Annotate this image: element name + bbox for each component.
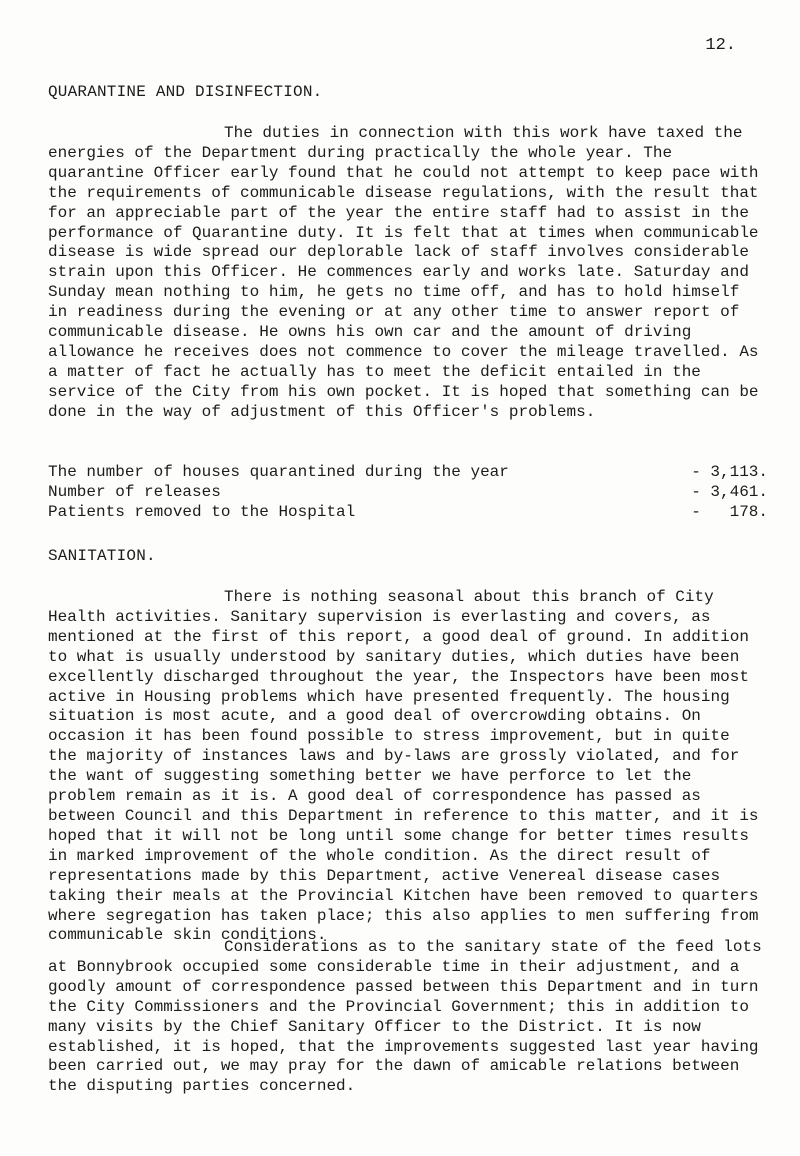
stat-value: - 3,113. bbox=[691, 463, 768, 481]
stat-row bbox=[48, 482, 768, 502]
page-number: 12. bbox=[705, 36, 736, 55]
stat-label: Number of releases bbox=[48, 483, 221, 501]
sanitation-paragraph-1 bbox=[48, 588, 768, 946]
section-heading-sanitation: SANITATION. bbox=[48, 547, 156, 565]
stat-label: The number of houses quarantined during the year bbox=[48, 463, 509, 481]
sanitation-paragraph-2 bbox=[48, 938, 772, 1097]
stat-label: Patients removed to the Hospital bbox=[48, 503, 356, 521]
stat-value: - 178. bbox=[691, 503, 768, 521]
stat-value: - 3,461. bbox=[691, 483, 768, 501]
stat-row bbox=[48, 462, 768, 482]
quarantine-paragraph bbox=[48, 124, 768, 423]
sanitation-paragraph-1-text: There is nothing seasonal about this branch of City Health activities. Sanitary supervision is everlasting and covers, as mentioned at the first of this report, a good deal of ground. In addition to what is usually understood by sanitary duties, which duties have been excellently discharged throughout the year, the Inspectors have been most active in Housing problems which have presented frequently. The housing situation is most acute, and a good deal of overcrowding obtains. On occasion it has been found possible to stress improvement, but in quite the majority of instances laws and by-laws are grossly violated, and for the want of suggesting something better we have perforce to let the problem remain as it is. A good deal of correspondence has passed as between Council and this Department in reference to this matter, and it is hoped that it will not be long until some change for better times results in marked improvement of the whole condition. As the direct result of representations made by this Department, active Venereal disease cases taking their meals at the Provincial Kitchen have been removed to quarters where segregation has taken place; this also applies to men suffering from communicable skin conditions. bbox=[48, 588, 769, 945]
stat-row bbox=[48, 502, 768, 522]
section-heading-quarantine: QUARANTINE AND DISINFECTION. bbox=[48, 83, 323, 101]
quarantine-stats bbox=[48, 462, 768, 522]
sanitation-paragraph-2-text: Considerations as to the sanitary state of the feed lots at Bonnybrook occupied some considerable time in their adjustment, and a goodly amount of correspondence passed between this Department and in turn the City Commissioners and the Provincial Government; this in addition to many visits by the Chief Sanitary Officer to the District. It is now established, it is hoped, that the improvements suggested last year having been carried out, we may pray for the dawn of amicable relations between the disputing parties concerned. bbox=[48, 938, 772, 1096]
quarantine-paragraph-text: The duties in connection with this work have taxed the energies of the Department during practically the whole year. The quarantine Officer early found that he could not attempt to keep pace with the requirements of communicable disease regulations, with the result that for an appreciable part of the year the entire staff had to assist in the performance of Quarantine duty. It is felt that at times when communicable disease is wide spread our deplorable lack of staff involves considerable strain upon this Officer. He commences early and works late. Saturday and Sunday mean nothing to him, he gets no time off, and has to hold himself in readiness during the evening or at any other time to answer report of communicable disease. He owns his own car and the amount of driving allowance he receives does not commence to cover the mileage travelled. As a matter of fact he actually has to meet the deficit entailed in the service of the City from his own pocket. It is hoped that something can be done in the way of adjustment of this Officer's problems. bbox=[48, 124, 769, 421]
